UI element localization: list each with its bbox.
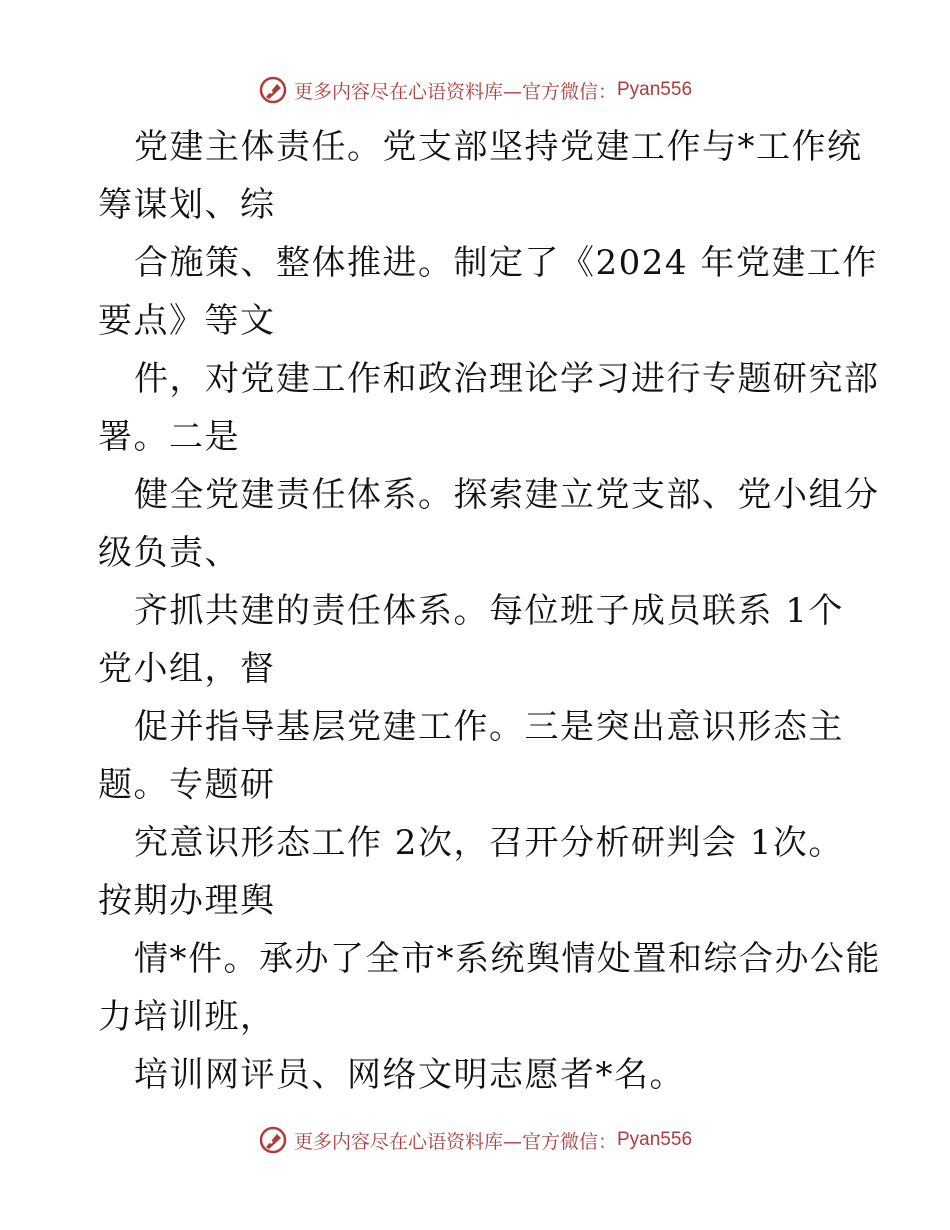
text-line: 题。专题研 [98, 765, 276, 805]
banner-text: 更多内容尽在心语资料库—官方微信： [293, 1130, 617, 1153]
text-line: 党建主体责任。党支部坚持党建工作与*工作统 [134, 127, 863, 167]
text-line: 培训网评员、网络文明志愿者*名。 [134, 1055, 685, 1095]
document-body [98, 118, 881, 1104]
text-line: 情*件。承办了全市*系统舆情处置和综合办公能 [134, 939, 881, 979]
pen-nib-logo-icon [258, 1125, 288, 1155]
text-line: 筹谋划、综 [98, 185, 276, 225]
banner-wechat-id: Pyan556 [617, 79, 693, 100]
text-line: 党小组，督 [98, 649, 276, 689]
text-line: 合施策、整体推进。制定了《2024 年党建工作 [134, 243, 878, 283]
pen-nib-logo-icon [258, 75, 288, 105]
text-line: 件，对党建工作和政治理论学习进行专题研究部 [134, 359, 880, 399]
text-line: 健全党建责任体系。探索建立党支部、党小组分 [134, 475, 880, 515]
text-line: 促并指导基层党建工作。三是突出意识形态主 [134, 707, 844, 747]
footer-watermark-banner [0, 1120, 950, 1160]
banner-text: 更多内容尽在心语资料库—官方微信： [293, 80, 617, 103]
text-line: 要点》等文 [98, 301, 276, 341]
header-watermark-banner [0, 70, 950, 110]
text-line: 齐抓共建的责任体系。每位班子成员联系 1个 [134, 591, 844, 631]
text-line: 按期办理舆 [98, 881, 276, 921]
banner-wechat-id: Pyan556 [617, 1129, 693, 1150]
text-line: 力培训班， [98, 997, 276, 1037]
text-line: 究意识形态工作 2次，召开分析研判会 1次。 [134, 823, 844, 863]
text-line: 署。二是 [98, 417, 240, 457]
text-line: 级负责、 [98, 533, 240, 573]
